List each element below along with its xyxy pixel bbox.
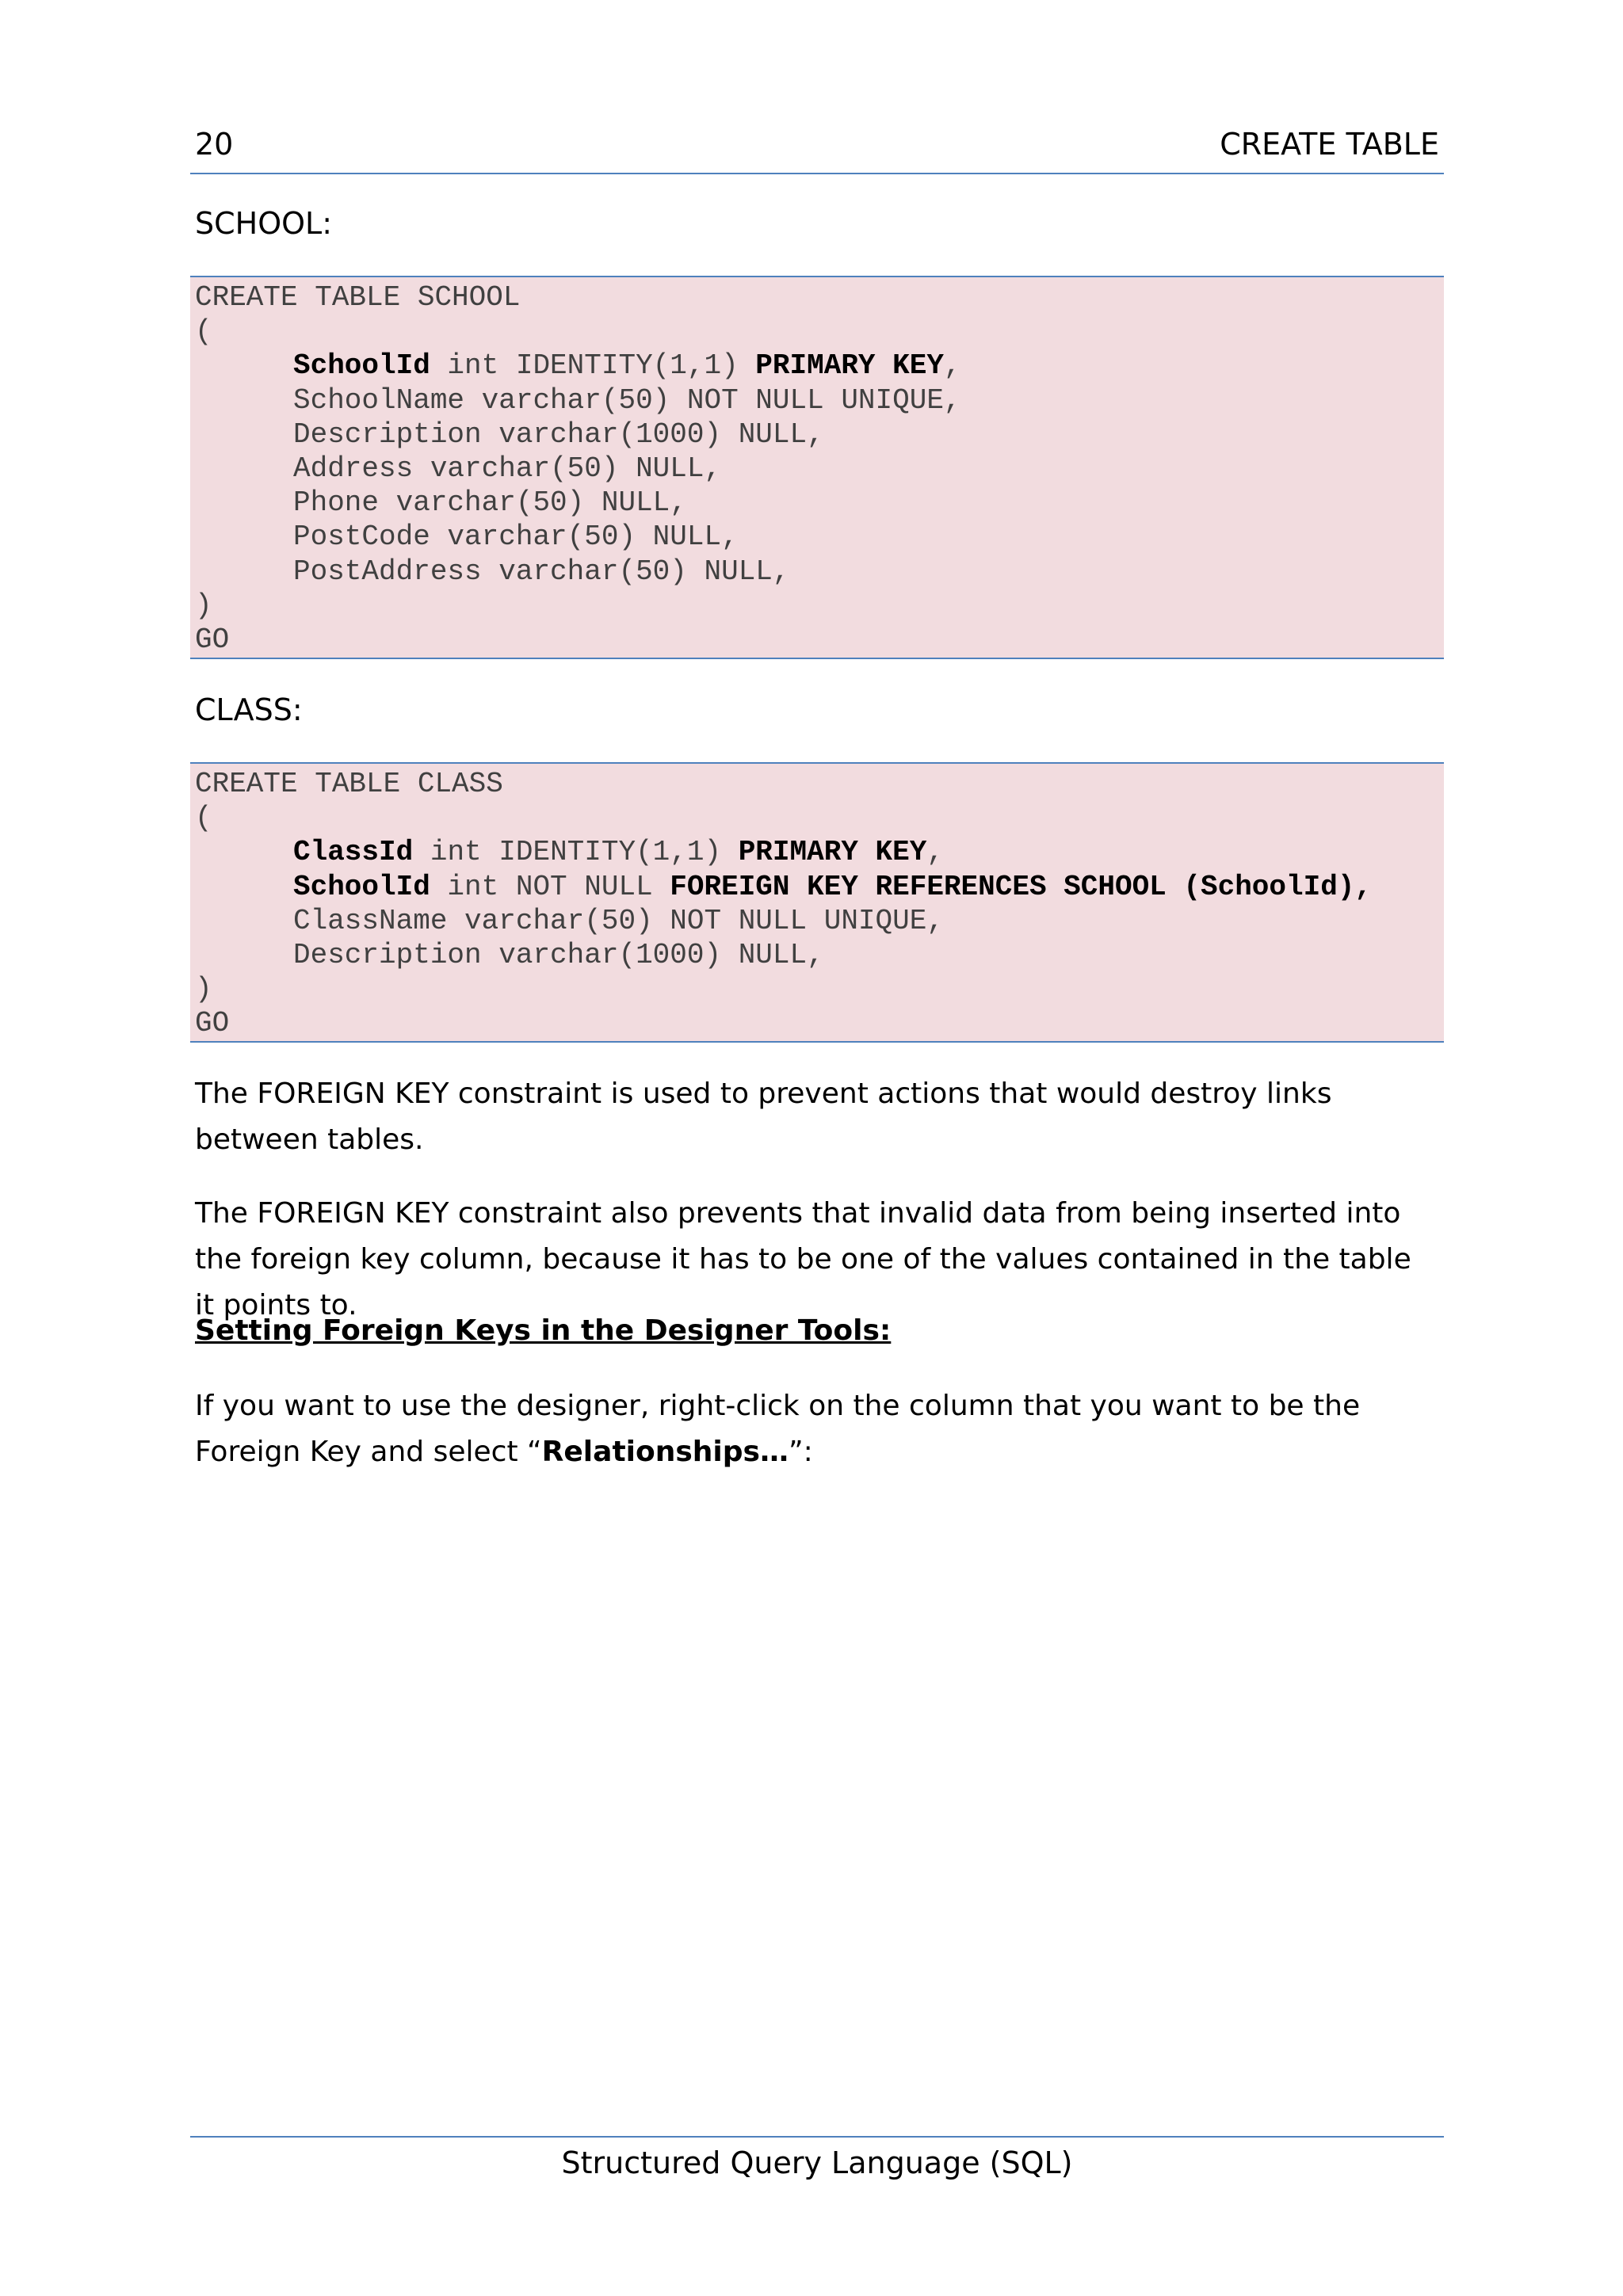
code-text: CREATE TABLE SCHOOL xyxy=(195,281,521,314)
code-text: ) xyxy=(195,589,212,622)
code-line xyxy=(195,870,1444,904)
code-keyword: PRIMARY KEY xyxy=(738,836,927,869)
code-text: Phone varchar(50) NULL, xyxy=(293,486,687,520)
designer-tools-subheading: Setting Foreign Keys in the Designer Tools: xyxy=(195,1314,892,1347)
code-text: GO xyxy=(195,1007,230,1040)
code-text: Address varchar(50) NULL, xyxy=(293,452,722,486)
school-section-label: SCHOOL: xyxy=(195,206,333,241)
code-text: SchoolName varchar(50) NOT NULL UNIQUE, xyxy=(293,383,961,417)
class-code-block xyxy=(190,762,1444,1043)
code-keyword: ClassId xyxy=(293,836,414,869)
code-text: GO xyxy=(195,624,230,657)
code-text: int IDENTITY(1,1) xyxy=(430,349,756,383)
code-keyword: FOREIGN KEY REFERENCES SCHOOL (SchoolId) xyxy=(670,870,1355,903)
code-text: ( xyxy=(195,315,212,349)
relationships-menu-text: Relationships… xyxy=(541,1436,789,1468)
code-line xyxy=(195,904,1444,938)
school-code-block xyxy=(190,276,1444,659)
code-text: Description varchar(1000) NULL, xyxy=(293,418,824,451)
code-line xyxy=(195,972,1444,1006)
code-keyword: PRIMARY KEY xyxy=(755,349,944,383)
code-text: PostAddress varchar(50) NULL, xyxy=(293,555,790,588)
code-line xyxy=(195,280,1444,315)
code-line xyxy=(195,349,1444,383)
code-line xyxy=(195,452,1444,486)
designer-text-before: If you want to use the designer, right-click on the column that you want to be the Foreign Key and select “ xyxy=(195,1390,1361,1468)
code-text: PostCode varchar(50) NULL, xyxy=(293,521,739,554)
code-line xyxy=(195,383,1444,418)
chapter-title: CREATE TABLE xyxy=(1220,127,1439,162)
code-line xyxy=(195,938,1444,972)
foreign-key-paragraph-1: The FOREIGN KEY constraint is used to prevent actions that would destroy links between tables. xyxy=(195,1077,1332,1156)
foreign-key-paragraph-2: The FOREIGN KEY constraint also prevents that invalid data from being inserted into the foreign key column, because it has to be one of the values contained in the table it points to. xyxy=(195,1197,1411,1322)
code-text: int NOT NULL xyxy=(430,870,670,903)
code-text: Description varchar(1000) NULL, xyxy=(293,939,824,972)
designer-paragraph xyxy=(195,1383,1439,1475)
code-keyword: , xyxy=(1354,870,1373,903)
code-line xyxy=(195,801,1444,835)
code-text: int IDENTITY(1,1) xyxy=(413,836,739,869)
code-text: CREATE TABLE CLASS xyxy=(195,768,503,800)
page-footer: Structured Query Language (SQL) xyxy=(190,2136,1444,2182)
code-line xyxy=(195,835,1444,869)
code-text: , xyxy=(943,349,961,383)
page-number: 20 xyxy=(195,127,234,162)
code-keyword: SchoolId xyxy=(293,870,430,903)
designer-text-after: ”: xyxy=(788,1436,813,1468)
code-line xyxy=(195,1006,1444,1040)
page-header xyxy=(190,125,1444,174)
code-text: ClassName varchar(50) NOT NULL UNIQUE, xyxy=(293,904,944,937)
code-text: , xyxy=(926,836,944,869)
code-keyword: SchoolId xyxy=(293,349,430,383)
code-line xyxy=(195,589,1444,623)
code-line xyxy=(195,418,1444,452)
class-section-label: CLASS: xyxy=(195,692,303,727)
document-page xyxy=(190,0,1444,2296)
code-line xyxy=(195,315,1444,349)
code-line xyxy=(195,767,1444,801)
code-line xyxy=(195,520,1444,554)
code-line xyxy=(195,486,1444,520)
code-text: ) xyxy=(195,973,212,1006)
code-text: ( xyxy=(195,802,212,835)
code-line xyxy=(195,623,1444,657)
code-line xyxy=(195,555,1444,589)
